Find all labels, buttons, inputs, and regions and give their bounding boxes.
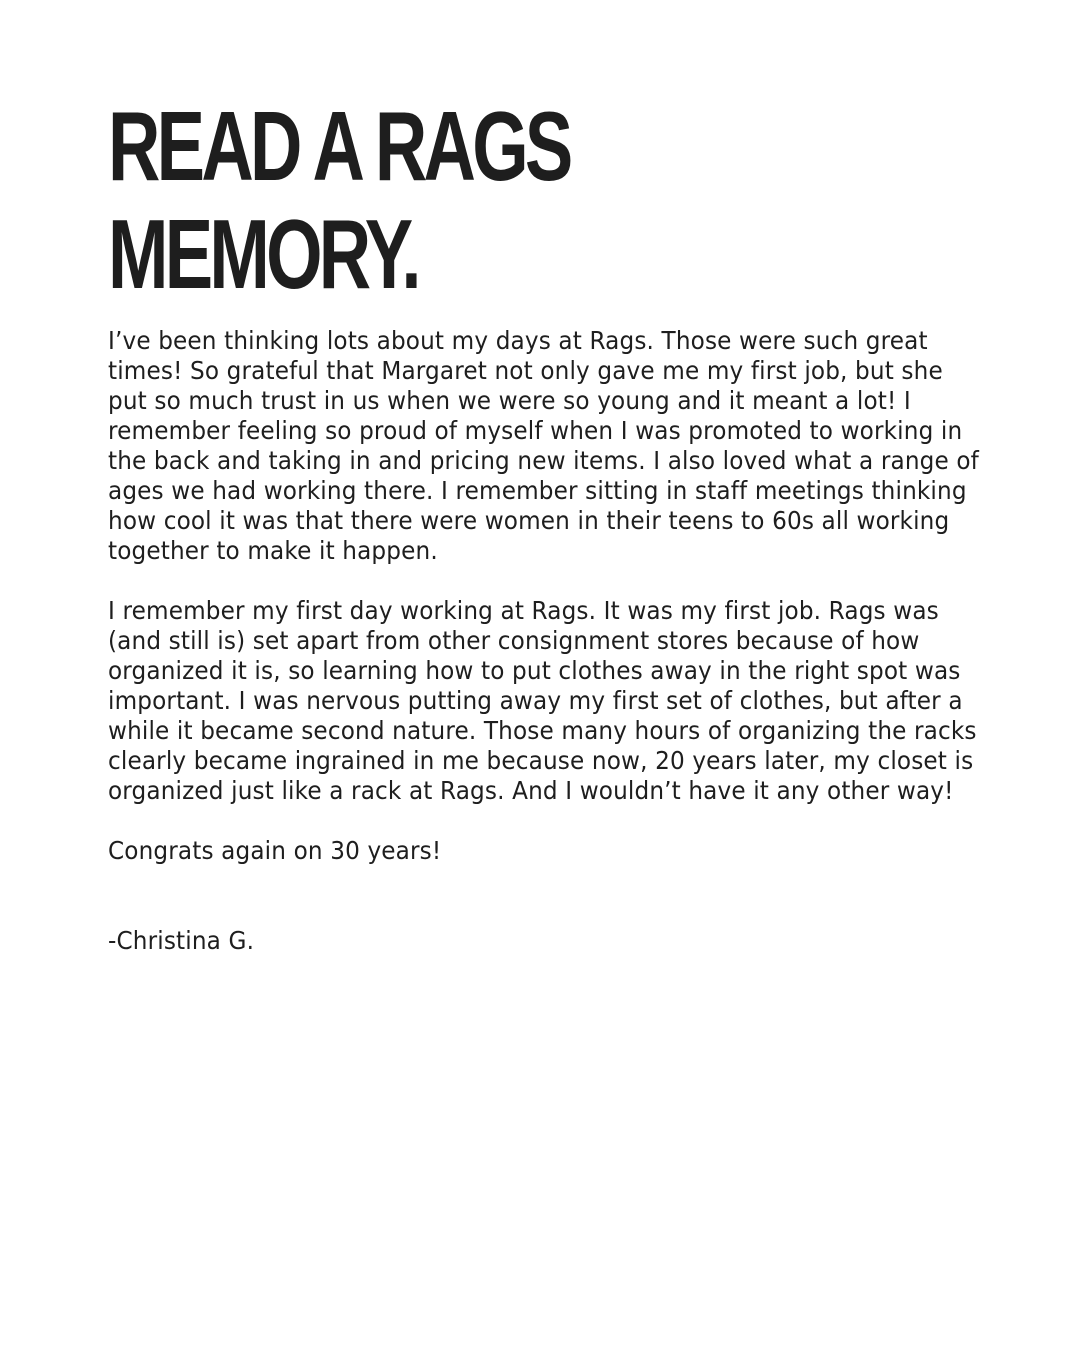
closing-line: Congrats again on 30 years! <box>108 836 442 865</box>
page-title <box>108 92 759 308</box>
title-line-2: MEMORY. <box>108 199 418 309</box>
memory-post <box>108 92 988 986</box>
memory-paragraph-1: I’ve been thinking lots about my days at Rags. Those were such great times! So grateful that Margaret not only gave me my first job, but she put so much trust in us when we were so young and it meant a lot! I remember feeling so proud of myself when I was promoted to working in the back and taking in and pricing new items. I also loved what a range of ages we had working there. I remember sitting in staff meetings thinking how cool it was that there were women in their teens to 60s all working together to make it happen. <box>108 326 979 565</box>
title-line-1: READ A RAGS <box>108 91 570 201</box>
memory-body <box>108 326 987 956</box>
memory-paragraph-2: I remember my first day working at Rags. It was my first job. Rags was (and still is) set apart from other consignment stores because of how organized it is, so learning how to put clothes away in the right spot was important. I was nervous putting away my first set of clothes, but after a while it became second nature. Those many hours of organizing the racks clearly became ingrained in me because now, 20 years later, my closet is organized just like a rack at Rags. And I wouldn’t have it any other way! <box>108 596 977 805</box>
signature: -Christina G. <box>108 926 255 955</box>
